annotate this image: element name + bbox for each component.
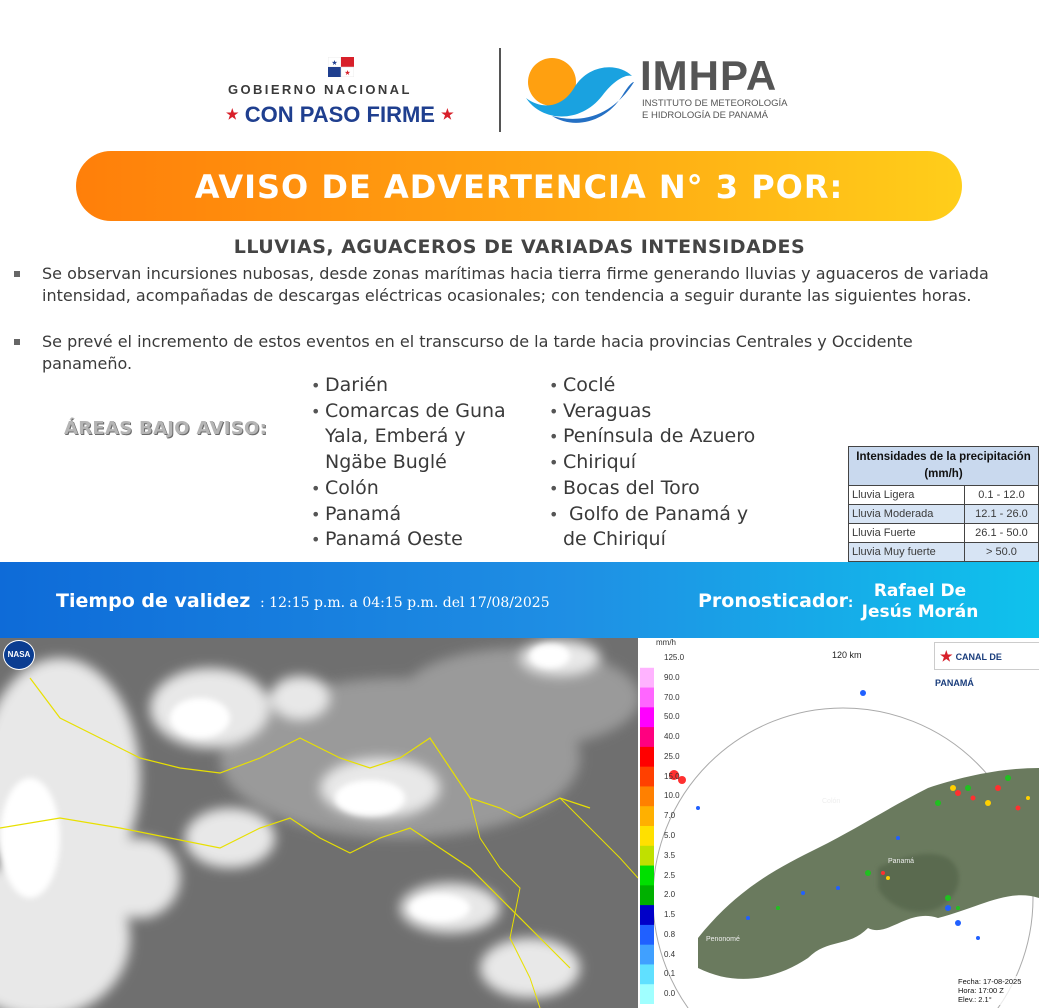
radar-scale-swatch <box>640 747 654 767</box>
radar-image <box>638 638 1039 1008</box>
radar-scale-swatch <box>640 826 654 846</box>
area-item: • Panamá <box>311 502 506 528</box>
radar-scale-tick: 40.0 <box>664 732 680 742</box>
radar-scale-tick: 50.0 <box>664 712 680 722</box>
square-bullet-icon <box>14 339 20 345</box>
radar-scale-tick: 3.5 <box>664 850 676 860</box>
radar-scale-tick: 10.0 <box>664 791 680 801</box>
intensity-label: Lluvia Fuerte <box>849 524 965 543</box>
radar-scale-swatch <box>640 925 654 945</box>
radar-scale-swatch <box>640 846 654 866</box>
radar-scale-swatch <box>640 688 654 708</box>
radar-scale-swatch <box>640 885 654 905</box>
radar-scale-tick: 2.5 <box>664 870 676 880</box>
radar-info-date: Fecha: 17-08-2025 <box>958 977 1022 986</box>
radar-info-time: Hora: 17:00 Z <box>958 986 1004 995</box>
intensity-table-title: Intensidades de la precipitación (mm/h) <box>849 447 1039 486</box>
institute-subtitle-line1: INSTITUTO DE METEOROLOGÍA <box>642 98 788 109</box>
bullet-text: Se observan incursiones nubosas, desde zonas marítimas hacia tierra firme generando lluvias y aguaceros de variada intensidad, acompañadas de descargas eléctricas ocasionales; con tendencia a seguir durante las siguientes horas. <box>42 264 989 305</box>
radar-scale-tick: 5.0 <box>664 831 676 840</box>
areas-label: ÁREAS BAJO AVISO: <box>64 418 268 439</box>
bullet-text: Se prevé el incremento de estos eventos en el transcurso de la tarde hacia provincias Centrales y Occidente panameño. <box>42 332 913 373</box>
radar-scale-swatch <box>640 668 654 688</box>
intensity-label: Lluvia Ligera <box>849 486 965 505</box>
intensity-table <box>848 446 1039 562</box>
radar-range-label: 120 km <box>832 650 862 660</box>
validity-label: Tiempo de validez <box>56 590 251 612</box>
bullet-item <box>14 263 994 307</box>
radar-scale-tick: 0.4 <box>664 949 676 959</box>
warning-subtitle: LLUVIAS, AGUACEROS DE VARIADAS INTENSIDADES <box>233 236 806 258</box>
area-item: • Golfo de Panamá y <box>549 502 755 528</box>
radar-info-elevation: Elev.: 2.1° <box>958 995 992 1004</box>
radar-scale-swatch <box>640 707 654 727</box>
institute-subtitle <box>642 98 788 122</box>
forecaster-name <box>847 581 990 623</box>
radar-scale-tick: 125.0 <box>664 653 685 662</box>
intensity-range: > 50.0 <box>964 543 1038 562</box>
radar-scale-tick: 0.1 <box>664 969 676 979</box>
government-title: GOBIERNO NACIONAL <box>228 82 412 97</box>
canal-panama-logo-text: CANAL DE PANAMÁ <box>935 652 1002 688</box>
area-item-continued: de Chiriquí <box>563 528 666 551</box>
bullet-item <box>14 331 994 375</box>
svg-text:★: ★ <box>331 59 338 67</box>
intensity-label: Lluvia Muy fuerte <box>849 543 965 562</box>
radar-scale-swatch <box>640 648 654 668</box>
radar-scale-tick: 1.5 <box>664 910 676 920</box>
radar-info <box>956 976 1023 1005</box>
svg-text:★: ★ <box>344 69 351 77</box>
radar-scale-swatch <box>640 964 654 984</box>
satellite-clouds-graphic <box>0 638 638 1008</box>
logo-divider <box>499 48 501 132</box>
intensity-range: 26.1 - 50.0 <box>964 524 1038 543</box>
areas-column-2 <box>549 373 755 553</box>
area-item: • Península de Azuero <box>549 424 755 450</box>
government-slogan <box>226 102 454 128</box>
area-item: • Darién <box>311 373 506 399</box>
radar-scale-tick: 25.0 <box>664 751 680 761</box>
radar-scale-tick: 0.8 <box>664 929 676 939</box>
radar-scale-swatch <box>640 866 654 886</box>
intensity-range: 0.1 - 12.0 <box>964 486 1038 505</box>
radar-map-graphic <box>638 638 1039 1008</box>
forecaster-separator: : <box>847 596 854 611</box>
radar-scale-swatch <box>640 806 654 826</box>
area-item-continued: Yala, Emberá y <box>325 425 466 448</box>
radar-scale-tick: 90.0 <box>664 672 680 682</box>
radar-scale-tick: 70.0 <box>664 692 680 702</box>
area-item: • Chiriquí <box>549 450 755 476</box>
forecaster-name-line2: Jesús Morán <box>861 602 979 622</box>
radar-city-label: Penonomé <box>706 936 740 943</box>
areas-column-1 <box>311 373 506 553</box>
forecaster-name-line1: Rafael De <box>873 581 967 601</box>
radar-scale-swatch <box>640 945 654 965</box>
radar-city-label: Colón <box>822 798 841 805</box>
area-item: • Coclé <box>549 373 755 399</box>
area-item: • Colón <box>311 476 506 502</box>
imhpa-logo-icon <box>522 52 634 130</box>
nasa-logo-icon: NASA <box>3 640 35 670</box>
radar-scale-tick: 2.0 <box>664 890 676 900</box>
star-icon: ★ <box>441 106 454 122</box>
radar-scale-swatch <box>640 984 654 1004</box>
radar-scale-swatch <box>640 767 654 787</box>
panama-flag-icon <box>328 57 354 77</box>
area-item: • Comarcas de Guna <box>311 399 506 425</box>
government-slogan-text: CON PASO FIRME <box>244 102 435 127</box>
star-icon: ★ <box>226 106 239 122</box>
warning-title: AVISO DE ADVERTENCIA N° 3 POR: <box>194 168 844 206</box>
area-item: • Bocas del Toro <box>549 476 755 502</box>
satellite-image <box>0 638 638 1008</box>
radar-color-scale <box>640 648 654 1004</box>
radar-scale-swatch <box>640 786 654 806</box>
radar-scale-swatch <box>640 727 654 747</box>
star-icon: ★ <box>940 648 953 664</box>
radar-scale-tick: 7.0 <box>664 811 676 821</box>
radar-scale-tick: 0.0 <box>664 989 676 999</box>
canal-panama-logo <box>934 642 1039 688</box>
validity-value: : 12:15 p.m. a 04:15 p.m. del 17/08/2025 <box>260 595 550 611</box>
radar-scale-tick: 15.0 <box>664 771 680 781</box>
area-item-continued: Ngäbe Buglé <box>325 451 447 474</box>
area-item: • Veraguas <box>549 399 755 425</box>
square-bullet-icon <box>14 271 20 277</box>
institute-subtitle-line2: E HIDROLOGÍA DE PANAMÁ <box>642 110 768 121</box>
radar-scale-swatch <box>640 905 654 925</box>
area-item: • Panamá Oeste <box>311 527 506 553</box>
institute-name: IMHPA <box>640 52 778 99</box>
radar-scale-unit: mm/h <box>656 638 676 647</box>
radar-city-label: Panamá <box>888 858 915 865</box>
forecaster-label-text: Pronosticador <box>698 590 848 612</box>
intensity-range: 12.1 - 26.0 <box>964 505 1038 524</box>
intensity-label: Lluvia Moderada <box>849 505 965 524</box>
forecaster-label <box>698 590 853 612</box>
